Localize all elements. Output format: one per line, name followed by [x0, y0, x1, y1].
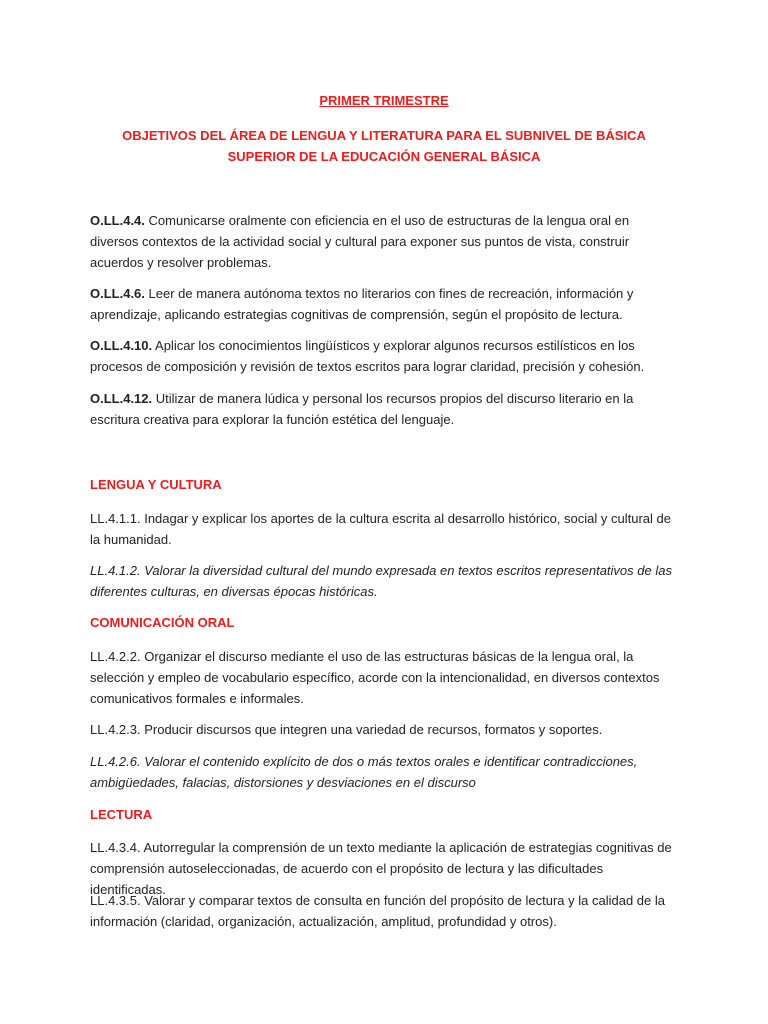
objective-code: O.LL.4.10. [90, 338, 153, 353]
objective-item [90, 283, 680, 325]
list-item [90, 560, 680, 602]
objective-item [90, 388, 680, 430]
list-item-text: LL.4.3.5. Valorar y comparar textos de consulta en función del propósito de lectura y la calidad de la información (claridad, organización, actualización, amplitud, profundidad y otros). [90, 893, 665, 929]
objective-code: O.LL.4.12. [90, 391, 153, 406]
list-item [90, 751, 680, 793]
objective-code: O.LL.4.6. [90, 286, 145, 301]
list-item-text: LL.4.2.3. Producir discursos que integren una variedad de recursos, formatos y soportes. [90, 722, 603, 737]
section-heading-text: COMUNICACIÓN ORAL [90, 615, 235, 630]
list-item [90, 508, 680, 550]
section-heading-text: LENGUA Y CULTURA [90, 477, 222, 492]
list-item-text: LL.4.2.6. Valorar el contenido explícito de dos o más textos orales e identificar contradicciones, ambigüedades, falacias, distorsiones y desviaciones en el discurso [90, 754, 638, 790]
document-title: PRIMER TRIMESTRE [319, 93, 449, 108]
list-item-text: LL.4.1.1. Indagar y explicar los aportes de la cultura escrita al desarrollo histórico, social y cultural de la humanidad. [90, 511, 671, 547]
list-item-text: LL.4.2.2. Organizar el discurso mediante el uso de las estructuras básicas de la lengua oral, la selección y empleo de vocabulario específico, acorde con la intencionalidad, en diversos contextos comunicativos formales e informales. [90, 649, 660, 706]
objective-text: Comunicarse oralmente con eficiencia en el uso de estructuras de la lengua oral en diversos contextos de la actividad social y cultural para exponer sus puntos de vista, construir acuerdos y resolver problemas. [90, 213, 630, 270]
objective-text: Utilizar de manera lúdica y personal los recursos propios del discurso literario en la escritura creativa para explorar la función estética del lenguaje. [90, 391, 634, 427]
section-heading [90, 612, 680, 633]
objective-text: Aplicar los conocimientos lingüísticos y explorar algunos recursos estilísticos en los procesos de composición y revisión de textos escritos para lograr claridad, precisión y cohesión. [90, 338, 645, 374]
objective-item [90, 335, 680, 377]
objective-code: O.LL.4.4. [90, 213, 145, 228]
list-item-text: LL.4.1.2. Valorar la diversidad cultural del mundo expresada en textos escritos representativos de las diferentes culturas, en diversas épocas históricas. [90, 563, 672, 599]
list-item [90, 646, 680, 709]
section-heading [90, 474, 680, 495]
list-item [90, 890, 680, 932]
list-item-text: LL.4.3.4. Autorregular la comprensión de un texto mediante la aplicación de estrategias cognitivas de comprensión autoseleccionadas, de acuerdo con el propósito de lectura y las dificultades identificadas. [90, 840, 672, 897]
section-heading [90, 804, 680, 825]
objective-text: Leer de manera autónoma textos no literarios con fines de recreación, información y aprendizaje, aplicando estrategias cognitivas de comprensión, según el propósito de lectura. [90, 286, 634, 322]
list-item [90, 719, 680, 740]
objective-item [90, 210, 680, 273]
document-subtitle: OBJETIVOS DEL ÁREA DE LENGUA Y LITERATURA PARA EL SUBNIVEL DE BÁSICA SUPERIOR DE LA EDUCACIÓN GENERAL BÁSICA [122, 128, 646, 164]
section-heading-text: LECTURA [90, 807, 153, 822]
